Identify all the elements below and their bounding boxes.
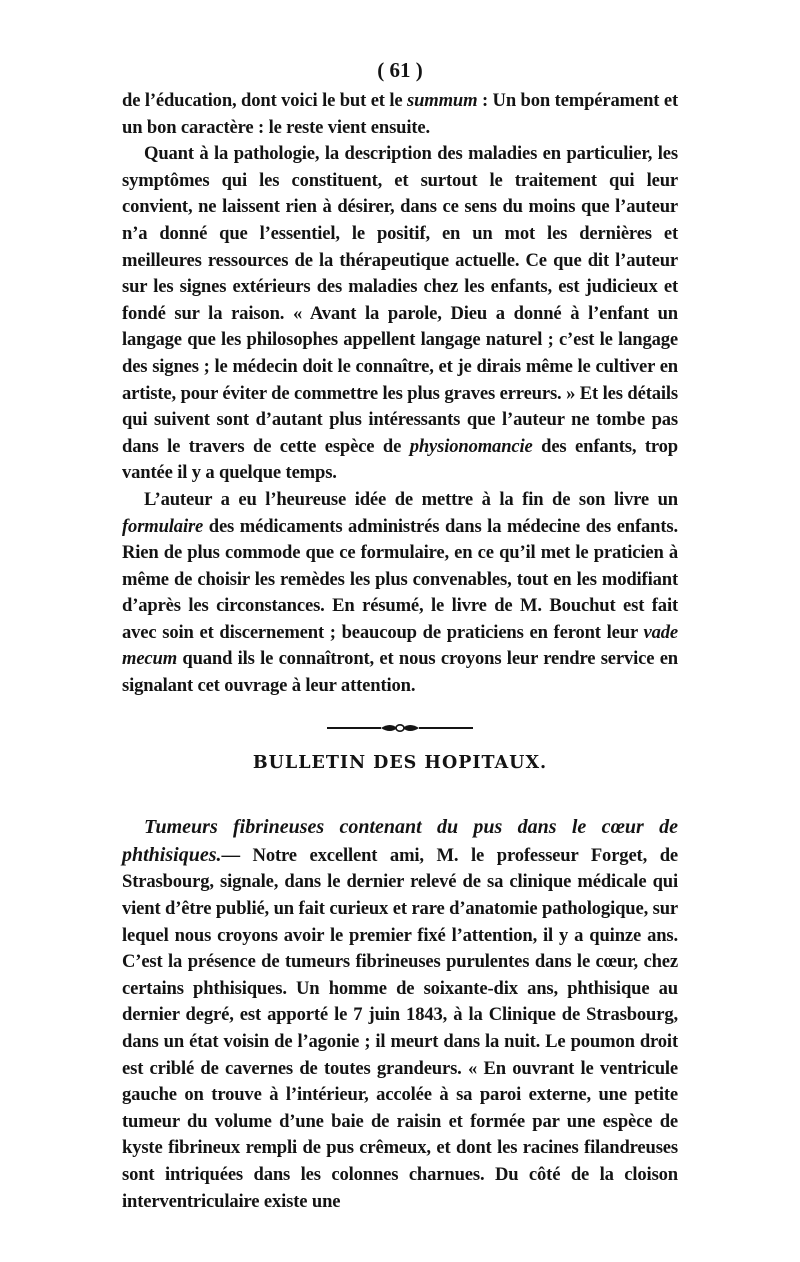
section-title: BULLETIN DES HOPITAUX. bbox=[252, 752, 548, 773]
article-heading: Tumeurs fibrineuses contenant du pus dans le cœur de phthisiques. bbox=[122, 816, 678, 866]
article-text: Notre excellent ami, M. le professeur Forget, de Strasbourg, signale, dans le dernier relevé de sa clinique médicale qui vient d’être publié, un fait curieux et rare d’anatomie pathologique, sur lequel nous croyons avoir le premier fixé l’attention, il y a quinze ans. C’est la présence de tumeurs fibrineuses purulentes dans le cœur, chez certains phthisiques. Un homme de soixante-dix ans, phthisique au dernier degré, est apporté le 7 juin 1843, à la Clinique de Strasbourg, dans un état voisin de l’agonie ; il meurt dans la nuit. Le poumon droit est criblé de cavernes de toutes grandeurs. « En ouvrant le ventricule gauche on trouve à l’intérieur, accolée à sa paroi externe, une petite tumeur du volume d’une baie de raisin et formée par une espèce de kyste fibrineux rempli de pus crêmeux, et dont les racines filandreuses sont intriquées dans les colonnes charnues. Du côté de la cloison interventriculaire existe une bbox=[122, 844, 678, 1212]
emphasis-vade-mecum: vade mecum bbox=[122, 621, 678, 670]
article-dash: — bbox=[221, 844, 253, 866]
paragraph-2-text: Quant à la pathologie, la description des maladies en particulier, les symptômes qui les constituent, et surtout le traitement qui leur convient, ne laissent rien à désirer, dans ce sens du moins que l’auteur n’a donné que l’essentiel, le positif, en un mot les dernières et meilleures ressources de la thérapeutique actuelle. Ce que dit l’auteur sur les signes extérieurs des maladies chez les enfants, est judicieux et fondé sur la raison. « Avant la parole, Dieu a donné à l’enfant un langage que les philosophes appellent langage naturel ; c’est le langage des signes ; le médecin doit le connaître, et je dirais même le cultiver en artiste, pour éviter de commettre les plus graves erreurs. » Et les détails qui suivent sont d’autant plus intéressants que l’auteur ne tombe pas dans le travers de cette espèce de bbox=[122, 143, 678, 457]
paragraph-1-end: : Un bon tempérament et un bon caractère : le reste vient ensuite. bbox=[122, 90, 678, 138]
page-body bbox=[122, 88, 678, 1215]
paragraph-1-text: de l’éducation, dont voici le but et le bbox=[122, 90, 408, 111]
paragraph-1 bbox=[122, 88, 678, 141]
paragraph-2-end: des enfants, trop vantée il y a quelque temps. bbox=[122, 435, 678, 484]
emphasis-physionomancie: physionomancie bbox=[409, 435, 533, 457]
paragraph-3 bbox=[122, 487, 678, 700]
paragraph-3-end: quand ils le connaîtront, et nous croyons leur rendre service en signalant cet ouvrage à leur attention. bbox=[122, 648, 678, 697]
ornament-divider-icon bbox=[325, 722, 475, 734]
paragraph-2 bbox=[122, 141, 678, 487]
emphasis-summum: summum bbox=[407, 90, 478, 111]
paragraph-3-middle: des médicaments administrés dans la médecine des enfants. Rien de plus commode que ce formulaire, en ce qu’il met le praticien à même de choisir les remèdes les plus convenables, tout en les modifiant d’après les circonstances. En résumé, le livre de M. Bouchut est fait avec soin et discernement ; beaucoup de praticiens en feront leur bbox=[122, 515, 678, 643]
emphasis-formulaire: formulaire bbox=[122, 515, 204, 537]
article-paragraph bbox=[122, 814, 678, 1215]
paragraph-3-text: L’auteur a eu l’heureuse idée de mettre à la fin de son livre un bbox=[144, 488, 678, 510]
page-number: ( 61 ) bbox=[377, 58, 423, 82]
